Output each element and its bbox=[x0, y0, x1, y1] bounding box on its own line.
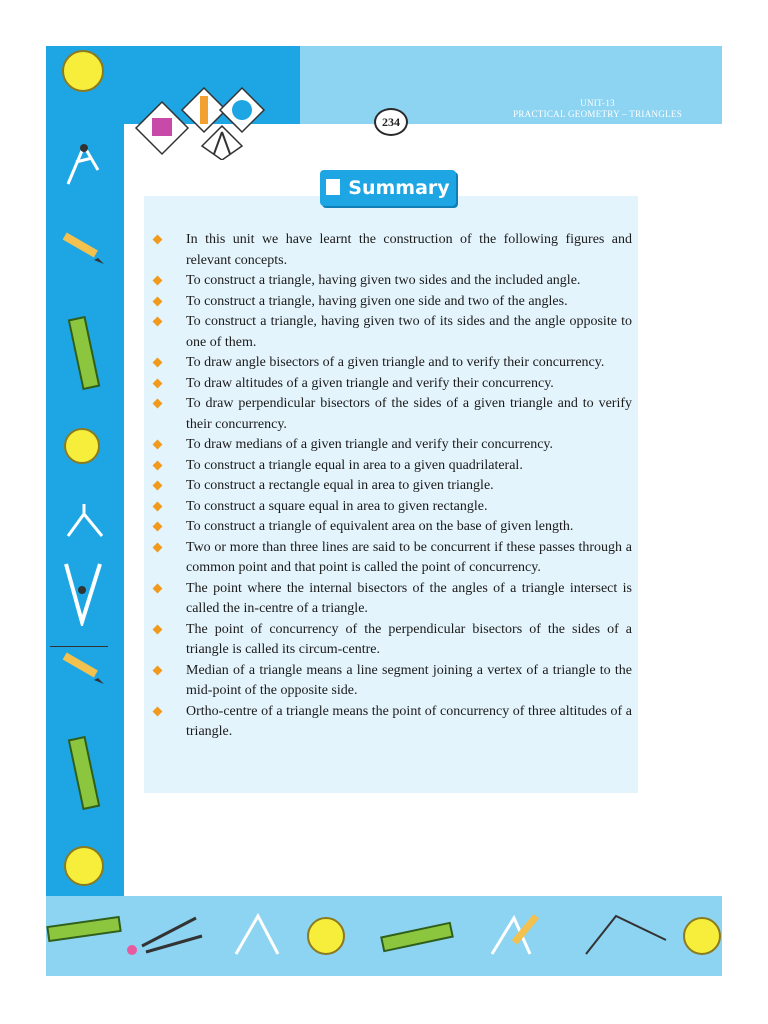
list-item: Median of a triangle means a line segment joining a vertex of a triangle to the mid-point of the opposite side. bbox=[150, 661, 632, 702]
diamond-bullet-icon bbox=[153, 399, 163, 409]
list-item: To draw medians of a given triangle and verify their concurrency. bbox=[150, 435, 632, 456]
list-item: To construct a square equal in area to given rectangle. bbox=[150, 497, 632, 518]
summary-title-badge bbox=[320, 170, 456, 206]
compass-icon bbox=[60, 560, 106, 626]
chapter-label: PRACTICAL GEOMETRY – TRIANGLES bbox=[513, 109, 682, 119]
protractor-icon bbox=[64, 428, 100, 464]
header-light-band bbox=[300, 46, 722, 124]
list-item: To construct a triangle of equivalent area on the base of given length. bbox=[150, 517, 632, 538]
list-item: To construct a triangle equal in area to a given quadrilateral. bbox=[150, 456, 632, 477]
footer-band bbox=[46, 896, 722, 976]
diamond-bullet-icon bbox=[153, 235, 163, 245]
geometry-tools-footer-icon bbox=[46, 896, 722, 976]
diamond-bullet-icon bbox=[153, 522, 163, 532]
diamond-bullet-icon bbox=[153, 296, 163, 306]
textbook-page bbox=[46, 46, 722, 976]
ruler-icon bbox=[66, 316, 108, 392]
list-item: Ortho-centre of a triangle means the point of concurrency of three altitudes of a triangle. bbox=[150, 702, 632, 743]
unit-heading bbox=[513, 98, 682, 120]
list-item: To construct a triangle, having given two sides and the included angle. bbox=[150, 271, 632, 292]
diamond-bullet-icon bbox=[153, 501, 163, 511]
list-item: To construct a triangle, having given one side and two of the angles. bbox=[150, 292, 632, 313]
pencil-icon bbox=[58, 230, 106, 266]
diamond-bullet-icon bbox=[153, 706, 163, 716]
diamond-bullet-icon bbox=[153, 583, 163, 593]
list-item: To draw altitudes of a given triangle and verify their concurrency. bbox=[150, 374, 632, 395]
compass-icon bbox=[62, 142, 106, 188]
diamond-bullet-icon bbox=[153, 665, 163, 675]
diamond-bullet-icon bbox=[153, 440, 163, 450]
list-item: The point of concurrency of the perpendicular bisectors of the sides of a triangle is called its circum-centre. bbox=[150, 620, 632, 661]
list-item: To draw perpendicular bisectors of the sides of a given triangle and to verify their concurrency. bbox=[150, 394, 632, 435]
list-item: In this unit we have learnt the construction of the following figures and relevant concepts. bbox=[150, 230, 632, 271]
document-icon bbox=[326, 179, 340, 195]
summary-title: Summary bbox=[348, 177, 450, 199]
geometry-tools-icon bbox=[132, 86, 266, 160]
diamond-bullet-icon bbox=[153, 542, 163, 552]
unit-label: UNIT-13 bbox=[580, 98, 615, 108]
list-item: To construct a rectangle equal in area to given triangle. bbox=[150, 476, 632, 497]
ruler-icon bbox=[66, 736, 108, 812]
diamond-bullet-icon bbox=[153, 378, 163, 388]
diamond-bullet-icon bbox=[153, 276, 163, 286]
summary-list bbox=[150, 230, 632, 743]
protractor-icon bbox=[64, 846, 104, 886]
divider-icon bbox=[62, 500, 106, 540]
diamond-bullet-icon bbox=[153, 358, 163, 368]
left-sidebar bbox=[46, 46, 124, 896]
page-number: 234 bbox=[374, 108, 408, 136]
list-item: To draw angle bisectors of a given triangle and to verify their concurrency. bbox=[150, 353, 632, 374]
pencil-icon bbox=[58, 650, 106, 686]
diamond-bullet-icon bbox=[153, 317, 163, 327]
list-item: To construct a triangle, having given two of its sides and the angle opposite to one of them. bbox=[150, 312, 632, 353]
list-item: The point where the internal bisectors of the angles of a triangle intersect is called the in-centre of a triangle. bbox=[150, 579, 632, 620]
diamond-bullet-icon bbox=[153, 481, 163, 491]
diamond-bullet-icon bbox=[153, 460, 163, 470]
diamond-bullet-icon bbox=[153, 624, 163, 634]
list-item: Two or more than three lines are said to be concurrent if these passes through a common point and that point is called the point of concurrency. bbox=[150, 538, 632, 579]
divider-line bbox=[50, 646, 108, 647]
protractor-icon bbox=[62, 50, 104, 92]
